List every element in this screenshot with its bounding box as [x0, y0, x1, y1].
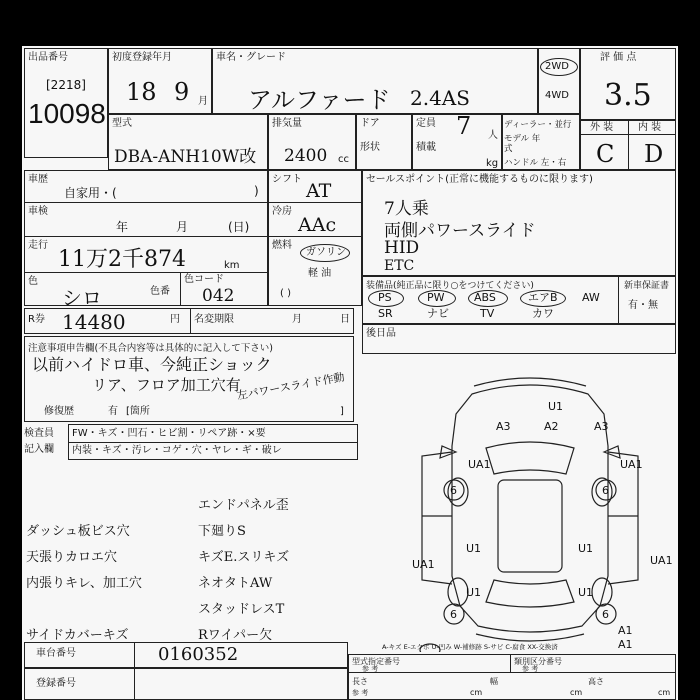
- color-code: 042: [202, 286, 235, 306]
- color: シロ: [62, 286, 102, 310]
- color-code-label: 色コード: [184, 274, 224, 285]
- equipment-label: 装備品(純正品に限り○をつけてください): [366, 281, 534, 291]
- displacement: 2400: [284, 146, 328, 166]
- shape-label: 形状: [360, 142, 380, 153]
- lot-number: 10098: [28, 98, 106, 129]
- mark-ua1-side-left: UA1: [412, 558, 435, 571]
- mark-tire-fr: 6: [602, 484, 609, 497]
- eq-airbag: エアB: [528, 291, 558, 304]
- usage: 自家用・(: [64, 186, 117, 200]
- mark-a1-right1: A1: [618, 624, 633, 637]
- notes-line2: リア、フロア加工穴有: [92, 376, 241, 394]
- hw-note: 内張りキレ、加工穴: [26, 576, 142, 591]
- mark-tire-fl: 6: [450, 484, 457, 497]
- kg-unit: kg: [486, 158, 499, 169]
- mark-tire-rr: 6: [602, 608, 609, 621]
- drive-2wd: 2WD: [545, 61, 569, 72]
- inspector-row2: 内装・キズ・汚レ・コゲ・穴・ヤレ・ギ・破レ: [72, 445, 282, 456]
- inspector-row1: FW・キズ・凹石・ヒビ割・リペア跡・×要: [72, 428, 266, 439]
- damage-legend: A-キズ E-エクボ U-凹み W-補修跡 S-サビ C-腐食 XX-交換済: [382, 643, 558, 651]
- color-label: 色: [28, 276, 38, 287]
- person-unit: 人: [488, 130, 498, 141]
- aircon: AAc: [298, 214, 337, 236]
- chassis-label: 車台番号: [36, 648, 76, 659]
- fuel-paren: ( ): [280, 288, 291, 299]
- repair-close: ]: [340, 406, 344, 417]
- notes-line3: 左パワースライド作動: [235, 370, 346, 403]
- mark-top-u1: U1: [548, 400, 564, 413]
- wheel-rl: [448, 578, 468, 606]
- sales-item: HID: [384, 238, 420, 258]
- reference-3: 参 考: [352, 689, 369, 697]
- mark-tire-rl: 6: [450, 608, 457, 621]
- first-reg-label: 初度登録年月: [112, 52, 172, 63]
- eq-ps: PS: [378, 291, 392, 304]
- hw-note: ネオタトAW: [198, 576, 273, 591]
- reg-label: 登録番号: [36, 678, 76, 689]
- sales-label: セールスポイント(正常に機能するものに限ります): [366, 174, 593, 185]
- usage-label: 車歴: [28, 174, 48, 185]
- length-label: 長さ: [352, 677, 368, 686]
- mark-ua1-left: UA1: [468, 458, 491, 471]
- fuel-gasoline: ガソリン: [306, 247, 346, 258]
- mark-a3-left: A3: [496, 420, 511, 433]
- aircon-label: 冷房: [272, 206, 292, 217]
- exterior-grade: C: [596, 140, 615, 168]
- reg-month: 9: [174, 78, 190, 106]
- model-label: 型式: [112, 118, 132, 129]
- retrofit-box: [362, 324, 676, 354]
- mileage: 11万2千874: [58, 247, 186, 272]
- km-unit: km: [224, 260, 240, 271]
- car-diagram: [382, 356, 678, 652]
- mark-u1-rl: U1: [466, 586, 482, 599]
- hw-note: エンドパネル歪: [198, 498, 289, 513]
- rear-window: [486, 580, 574, 607]
- width-label: 幅: [490, 677, 498, 686]
- warranty-label: 新車保証書: [624, 281, 670, 291]
- eq-tv: TV: [480, 307, 495, 320]
- eq-aw: AW: [582, 291, 600, 304]
- type-class-label: 類別区分番号: [514, 657, 562, 666]
- inspection-year: 年: [116, 220, 129, 234]
- model: DBA-ANH10W改: [114, 147, 257, 167]
- capacity: 7: [456, 112, 472, 140]
- shift-label: シフト: [272, 174, 302, 185]
- chassis-number: 0160352: [158, 644, 239, 665]
- inspection-day: (日): [228, 220, 250, 234]
- mark-a1-right2: A1: [618, 638, 633, 651]
- recycle-amount: 14480: [62, 310, 126, 334]
- mark-a3-right: A3: [594, 420, 609, 433]
- registration-label: 名変期限: [194, 314, 234, 325]
- fuel-label: 燃料: [272, 240, 292, 251]
- handle-label: ハンドル 左・右: [504, 158, 567, 168]
- wheel-rr: [592, 578, 612, 606]
- hw-note: スタッドレスT: [198, 602, 285, 617]
- color-no-label: 色番: [150, 286, 170, 297]
- cc-unit: cc: [338, 154, 349, 165]
- mark-u1-rr: U1: [578, 586, 594, 599]
- score: 3.5: [604, 78, 652, 113]
- mileage-label: 走行: [28, 240, 48, 251]
- displacement-label: 排気量: [272, 118, 302, 129]
- warranty-value: 有・無: [628, 300, 658, 311]
- load-label: 積載: [416, 142, 436, 153]
- hw-note: 天張りカロエ穴: [26, 550, 118, 565]
- height-label: 高さ: [588, 677, 604, 686]
- inspector-label: 検査員: [24, 428, 54, 439]
- cm-1: cm: [470, 688, 483, 697]
- type-spec-label: 型式指定番号: [352, 657, 400, 666]
- rear-bumper: [476, 634, 584, 641]
- mark-a2: A2: [544, 420, 559, 433]
- exterior-label: 外 装: [590, 122, 614, 133]
- eq-leather: カワ: [532, 307, 554, 320]
- interior-label: 内 装: [638, 122, 662, 133]
- inspection-label: 車検: [28, 206, 48, 217]
- hw-note: Rワイパー欠: [198, 628, 273, 643]
- mark-ua1-side-right: UA1: [650, 554, 673, 567]
- sales-item: ETC: [384, 258, 415, 274]
- right-side-panel: [608, 452, 638, 584]
- cm-3: cm: [658, 688, 671, 697]
- yen-unit: 円: [170, 314, 180, 325]
- windshield: [486, 442, 574, 474]
- eq-sr: SR: [378, 307, 393, 320]
- lot-code: [2218]: [46, 78, 86, 92]
- eq-abs: ABS: [474, 291, 496, 304]
- hw-note: 下廻りS: [198, 524, 246, 539]
- drive-4wd: 4WD: [545, 90, 569, 101]
- reference-2: 参 考: [522, 665, 539, 673]
- reg-day-unit: 日: [340, 314, 350, 325]
- hw-note: キズE.スリキズ: [198, 550, 290, 565]
- mark-u1-fl: U1: [466, 542, 482, 555]
- eq-pw: PW: [427, 291, 445, 304]
- month-unit: 月: [198, 96, 208, 107]
- repair-value: 有: [108, 406, 118, 417]
- lot-label: 出品番号: [28, 52, 68, 63]
- mark-u1-fr: U1: [578, 542, 594, 555]
- cm-2: cm: [570, 688, 583, 697]
- doors-label: ドア: [360, 118, 380, 129]
- dealer-label: ディーラー・並行: [504, 120, 572, 130]
- usage-close: ): [254, 184, 259, 198]
- reference-1: 参 考: [362, 665, 379, 673]
- score-label: 評 価 点: [600, 52, 637, 63]
- retrofit-label: 後日品: [366, 328, 396, 339]
- shift: AT: [306, 180, 332, 202]
- inspection-month: 月: [176, 220, 189, 234]
- reg-month-unit: 月: [292, 314, 302, 325]
- mark-ua1-right: UA1: [620, 458, 643, 471]
- capacity-label: 定員: [416, 118, 436, 129]
- grade: 2.4AS: [410, 86, 470, 110]
- sales-item: 両側パワースライド: [384, 221, 536, 241]
- repair-label: 修復歴: [44, 406, 74, 417]
- recycle-label: R券: [28, 314, 45, 325]
- reg-year: 18: [126, 78, 157, 106]
- car-name-label: 車名・グレード: [216, 52, 286, 63]
- notes-label: 注意事項申告欄(不具合内容等は具体的に記入して下さい): [28, 343, 273, 354]
- fuel-light-oil: 軽 油: [308, 268, 332, 279]
- roof: [498, 480, 562, 572]
- hw-note: サイドカバーキズ: [26, 628, 129, 643]
- auction-sheet: [22, 46, 678, 700]
- sales-item: 7人乗: [384, 199, 429, 219]
- eq-navi: ナビ: [427, 307, 449, 320]
- model-year-label: モデル 年式: [504, 134, 541, 154]
- hw-note: ダッシュ板ビス穴: [26, 524, 130, 539]
- repair-bracket: [箇所: [126, 406, 150, 417]
- inspector-entry-label: 記入欄: [24, 444, 54, 455]
- notes-line1: 以前ハイドロ車、今純正ショック: [32, 355, 272, 374]
- interior-grade: D: [644, 140, 664, 168]
- car-name: アルファード: [248, 86, 391, 114]
